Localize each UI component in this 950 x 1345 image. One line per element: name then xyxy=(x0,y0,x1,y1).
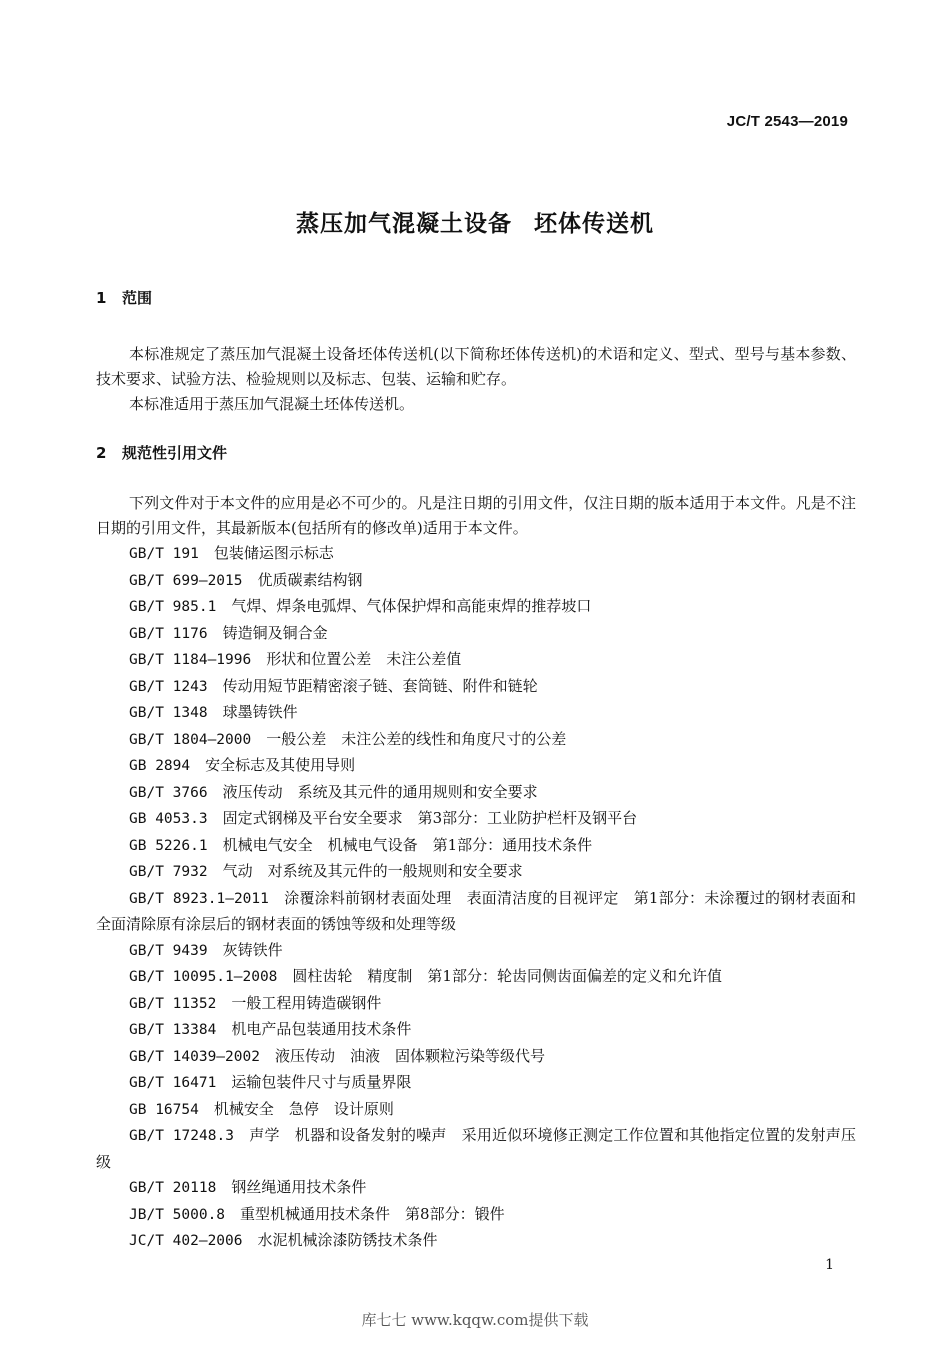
references-intro: 下列文件对于本文件的应用是必不可少的。凡是注日期的引用文件，仅注日期的版本适用于本文件。凡是不注日期的引用文件，其最新版本(包括所有的修改单)适用于本文件。 xyxy=(96,494,856,537)
reference-item xyxy=(96,886,856,938)
reference-title: 一般公差 未注公差的线性和角度尺寸的公差 xyxy=(266,729,567,748)
reference-code: GB/T 10095.1—2008 xyxy=(129,969,278,985)
reference-title: 涂覆涂料前钢材表面处理 表面清洁度的目视评定 第1部分：未涂覆过的钢材表面和全面清除原有涂层后的钢材表面的锈蚀等级和处理等级 xyxy=(96,888,856,933)
reference-code: GB/T 14039—2002 xyxy=(129,1048,260,1065)
reference-code: GB/T 1348 xyxy=(129,705,208,721)
reference-code: GB/T 985.1 xyxy=(129,599,217,615)
reference-title: 一般工程用铸造碳钢件 xyxy=(231,993,382,1012)
reference-item xyxy=(96,568,856,595)
reference-item xyxy=(96,991,856,1018)
reference-title: 安全标志及其使用导则 xyxy=(205,756,356,774)
section-number: 2 xyxy=(96,444,107,462)
scope-paragraph-2: 本标准适用于蒸压加气混凝土坯体传送机。 xyxy=(129,395,415,413)
reference-title: 铸造铜及铜合金 xyxy=(222,623,328,642)
reference-title: 圆柱齿轮 精度制 第1部分：轮齿同侧齿面偏差的定义和允许值 xyxy=(292,967,722,985)
reference-title: 优质碳素结构钢 xyxy=(257,570,363,589)
standard-code: JC/T 2543—2019 xyxy=(726,113,848,130)
reference-item xyxy=(96,780,856,807)
reference-code: GB 5226.1 xyxy=(129,837,208,854)
reference-code: GB/T 1176 xyxy=(129,625,208,642)
reference-item xyxy=(96,753,856,780)
reference-code: GB 4053.3 xyxy=(129,811,208,827)
reference-item xyxy=(96,700,856,727)
reference-title: 固定式钢梯及平台安全要求 第3部分：工业防护栏杆及钢平台 xyxy=(222,809,638,827)
reference-title: 声学 机器和设备发射的噪声 采用近似环境修正测定工作位置和其他指定位置的发射声压级 xyxy=(96,1126,856,1171)
reference-code: GB/T 13384 xyxy=(129,1022,217,1038)
reference-list xyxy=(96,541,856,1255)
scope-paragraph-1: 本标准规定了蒸压加气混凝土设备坯体传送机(以下简称坯体传送机)的术语和定义、型式、型号与基本参数、技术要求、试验方法、检验规则以及标志、包装、运输和贮存。 xyxy=(96,345,856,388)
reference-title: 形状和位置公差 未注公差值 xyxy=(266,650,462,668)
reference-title: 运输包装件尺寸与质量界限 xyxy=(231,1073,412,1091)
reference-code: GB/T 699—2015 xyxy=(129,572,243,589)
page-number: 1 xyxy=(825,1257,834,1273)
reference-title: 传动用短节距精密滚子链、套筒链、附件和链轮 xyxy=(222,676,538,695)
reference-title: 机械安全 急停 设计原则 xyxy=(213,1099,394,1118)
reference-code: JC/T 402—2006 xyxy=(129,1233,243,1249)
reference-item xyxy=(96,647,856,674)
document-title xyxy=(0,205,950,238)
section-number: 1 xyxy=(96,289,107,307)
reference-item xyxy=(96,833,856,860)
reference-item xyxy=(96,1228,856,1255)
reference-item xyxy=(96,594,856,621)
reference-item xyxy=(96,674,856,701)
reference-item xyxy=(96,621,856,648)
section-2-heading xyxy=(96,442,227,463)
reference-code: JB/T 5000.8 xyxy=(129,1206,226,1223)
reference-item xyxy=(96,806,856,833)
reference-code: GB/T 9439 xyxy=(129,942,208,959)
footer-watermark: 库七七 www.kqqw.com提供下载 xyxy=(361,1311,589,1329)
reference-code: GB/T 3766 xyxy=(129,784,208,801)
reference-item xyxy=(96,1123,856,1175)
reference-item xyxy=(96,1017,856,1044)
reference-title: 液压传动 系统及其元件的通用规则和安全要求 xyxy=(222,782,538,801)
reference-title: 气焊、焊条电弧焊、气体保护焊和高能束焊的推荐坡口 xyxy=(231,597,592,615)
reference-title: 重型机械通用技术条件 第8部分：锻件 xyxy=(240,1204,505,1223)
reference-title: 球墨铸铁件 xyxy=(222,703,298,721)
reference-title: 气动 对系统及其元件的一般规则和安全要求 xyxy=(222,862,523,880)
reference-code: GB/T 16471 xyxy=(129,1075,217,1091)
section-1-heading xyxy=(96,287,152,308)
reference-item xyxy=(96,1097,856,1124)
reference-item xyxy=(96,1070,856,1097)
title-part-2: 坯体传送机 xyxy=(534,211,654,237)
reference-item xyxy=(96,859,856,886)
reference-code: GB/T 1243 xyxy=(129,678,208,695)
reference-item xyxy=(96,727,856,754)
section-heading-text: 规范性引用文件 xyxy=(122,444,228,462)
reference-item xyxy=(96,964,856,991)
reference-code: GB 2894 xyxy=(129,758,191,774)
reference-code: GB/T 11352 xyxy=(129,995,217,1012)
reference-code: GB/T 17248.3 xyxy=(129,1128,234,1144)
reference-title: 钢丝绳通用技术条件 xyxy=(231,1178,367,1196)
reference-title: 机械电气安全 机械电气设备 第1部分：通用技术条件 xyxy=(222,835,593,854)
section-heading-text: 范围 xyxy=(122,289,153,307)
reference-code: GB/T 20118 xyxy=(129,1180,217,1196)
reference-title: 液压传动 油液 固体颗粒污染等级代号 xyxy=(274,1046,545,1065)
reference-code: GB/T 1804—2000 xyxy=(129,731,252,748)
reference-item xyxy=(96,1175,856,1202)
reference-item xyxy=(96,938,856,965)
reference-item xyxy=(96,541,856,568)
reference-title: 水泥机械涂漆防锈技术条件 xyxy=(257,1231,438,1249)
reference-item xyxy=(96,1202,856,1229)
reference-code: GB/T 1184—1996 xyxy=(129,652,252,668)
title-part-1: 蒸压加气混凝土设备 xyxy=(296,211,512,237)
reference-code: GB/T 191 xyxy=(129,546,199,562)
reference-item xyxy=(96,1044,856,1071)
reference-code: GB/T 7932 xyxy=(129,864,208,880)
reference-title: 灰铸铁件 xyxy=(222,940,283,959)
reference-title: 机电产品包装通用技术条件 xyxy=(231,1020,412,1038)
reference-code: GB 16754 xyxy=(129,1101,199,1118)
reference-code: GB/T 8923.1—2011 xyxy=(129,890,269,907)
reference-title: 包装储运图示标志 xyxy=(213,544,334,562)
